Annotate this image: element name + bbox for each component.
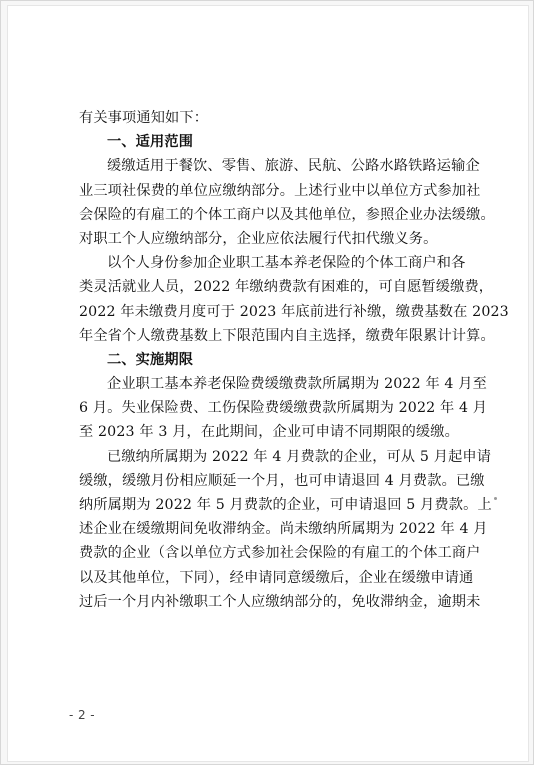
section-heading-scope: 一、适用范围 [107,134,194,151]
scope-paragraph-2-line-3: 2022 年未缴费月度可于 2023 年底前进行补缴，缴费基数在 2023 [79,303,509,320]
scope-paragraph-2-line-1: 以个人身份参加企业职工基本养老保险的个体工商户和各 [107,255,466,272]
period-paragraph-2-line-2: 缓缴，缓缴月份相应顺延一个月，也可申请退回 4 月费款。已缴 [79,472,485,489]
period-paragraph-2-line-5: 费款的企业（含以单位方式参加社会保险的有雇工的个体工商户 [79,545,481,562]
period-paragraph-2-line-3: 纳所属期为 2022 年 5 月费款的企业，可申请退回 5 月费款。上 [79,497,492,513]
period-paragraph-2-line-7: 过后一个月内补缴职工个人应缴纳部分的，免收滞纳金，逾期未 [79,593,481,610]
period-paragraph-2-line-1: 已缴纳所属期为 2022 年 4 月费款的企业，可从 5 月起申请 [107,448,492,465]
scope-paragraph-2-line-2: 类灵活就业人员，2022 年缴纳费款有困难的，可自愿暂缓缴费， [79,279,494,296]
period-paragraph-1-line-1: 企业职工基本养老保险费缓缴费款所属期为 2022 年 4 月至 [107,376,487,393]
section-heading-period: 二、实施期限 [107,351,194,368]
scope-paragraph-1-line-3: 会保险的有雇工的个体工商户以及其他单位，参照企业办法缓缴。 [79,206,495,223]
scope-paragraph-1-line-2: 业三项社保费的单位应缴纳部分。上述行业中以单位方式参加社 [79,182,481,199]
scan-speck [494,497,497,500]
page-number: - 2 - [69,708,95,722]
scope-paragraph-1-line-4: 对职工个人应缴纳部分，企业应依法履行代扣代缴义务。 [79,230,438,247]
intro-line: 有关事项通知如下： [79,110,209,126]
document-page [7,5,529,762]
period-paragraph-2-line-4: 述企业在缓缴期间免收滞纳金。尚未缴纳所属期为 2022 年 4 月 [79,521,488,538]
period-paragraph-1-line-2: 6 月。失业保险费、工伤保险费缓缴费款所属期为 2022 年 4 月 [79,400,488,417]
scope-paragraph-2-line-4: 年全省个人缴费基数上下限范围内自主选择，缴费年限累计计算。 [79,327,495,344]
period-paragraph-1-line-3: 至 2023 年 3 月，在此期间，企业可申请不同期限的缓缴。 [79,424,459,441]
scope-paragraph-1-line-1: 缓缴适用于餐饮、零售、旅游、民航、公路水路铁路运输企 [107,158,480,175]
document-body [79,106,509,614]
period-paragraph-2-line-6: 以及其他单位，下同），经申请同意缓缴后，企业在缓缴申请通 [79,569,474,586]
